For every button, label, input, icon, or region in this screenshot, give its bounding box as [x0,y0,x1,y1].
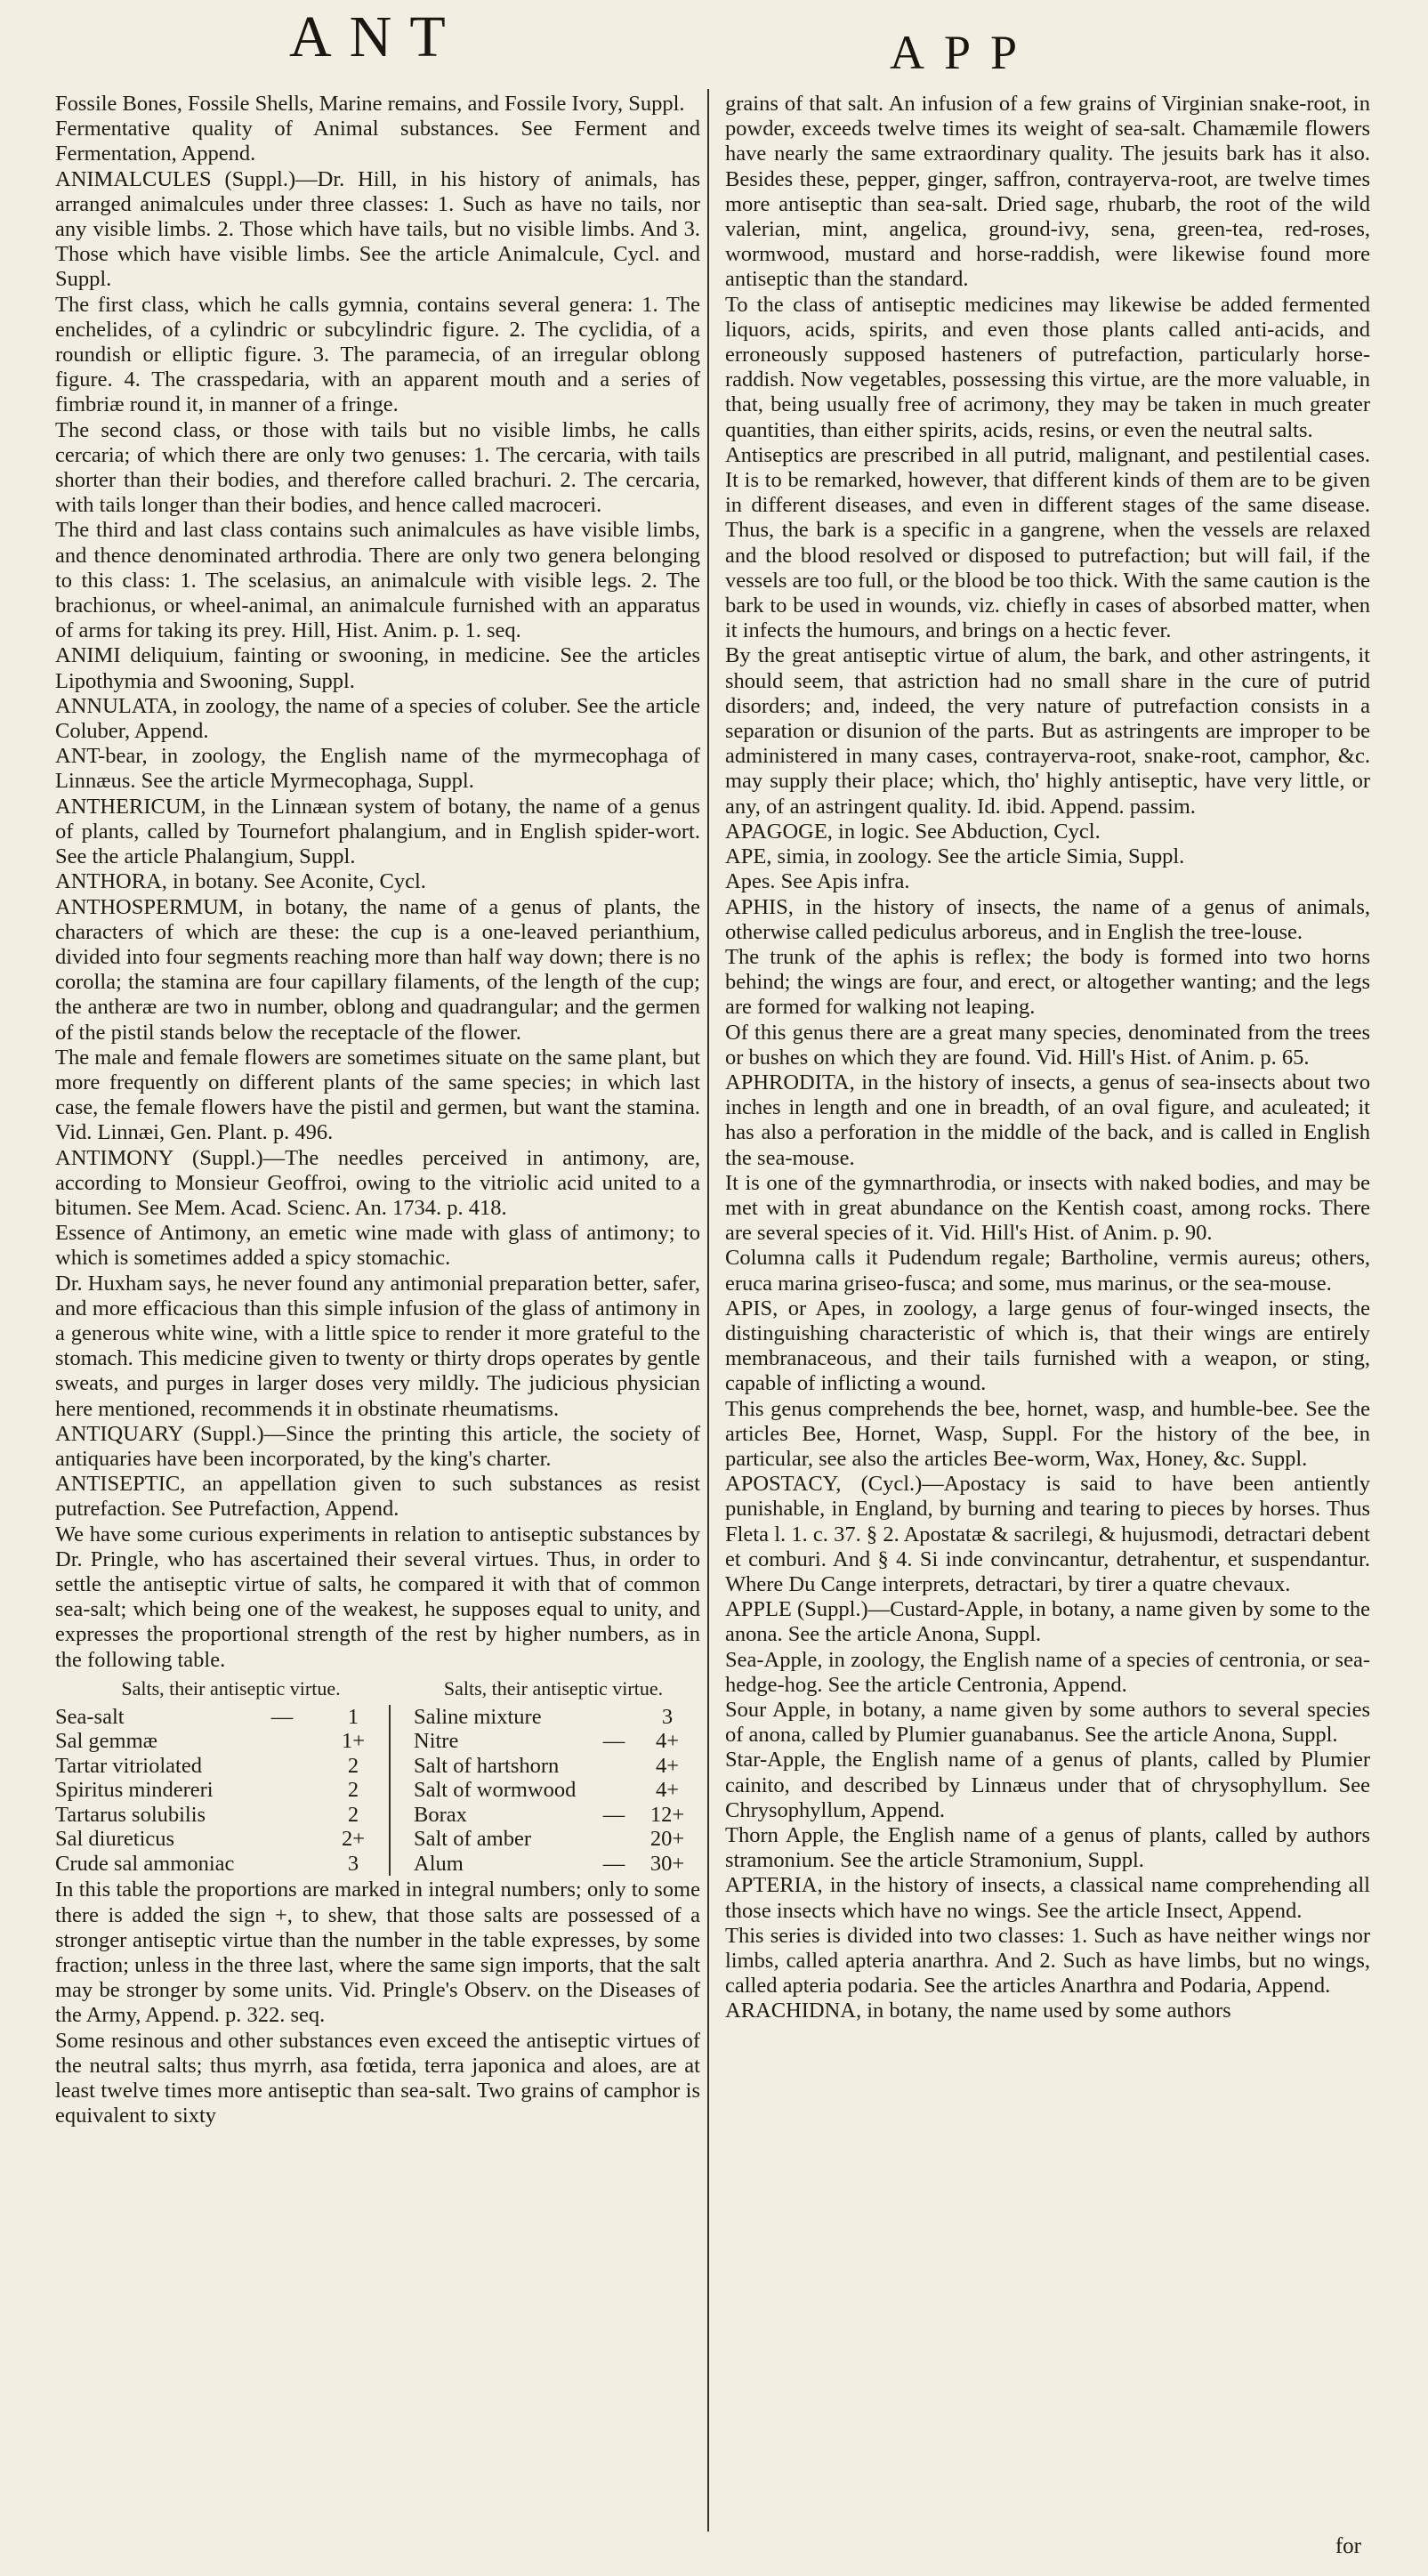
entry-apes: Apes. See Apis infra. [725,869,910,894]
entry-apis-genus: This genus comprehends the bee, hornet, wasp, and humble-bee. See the articles Bee, Hornet, Wasp, Suppl. For the history of the bee, in particular, see also the articles Bee-worm, Wax, Honey, &c. Suppl. [725,1396,1370,1471]
salt-name: Salt of hartshorn [414,1753,560,1778]
salts-table-row [407,1705,700,1730]
entry-thorn-apple: Thorn Apple, the English name of a genus of plants, called by authors stramonium. See the article Stramonium, Suppl. [725,1823,1370,1873]
salt-name: Borax [414,1802,467,1827]
salt-virtue-value: 2+ [318,1827,391,1852]
entry-animalcules-third-class: The third and last class contains such animalcules as have visible limbs, and thence denominated arthrodia. There are only two genera belonging to this class: 1. The scelasius, an animalcule with visible legs. 2. The brachionus, or wheel-animal, an animalcule furnished with an apparatus of arms for taking its prey. Hill, Hist. Anim. p. 1. seq. [55,518,700,643]
salt-virtue-value: 4+ [655,1753,680,1778]
entry-apis: APIS, or Apes, in zoology, a large genus of four-winged insects, the distinguishing characteristic of which is, that their wings are entirely membranaceous, and their tails furnished with a weapon, or sting, capable of inflicting a wound. [725,1296,1370,1396]
entry-antimony: ANTIMONY (Suppl.)—The needles perceived in antimony, are, according to Monsieur Geoffroi, owing to the vitriolic acid united to a bitumen. See Mem. Acad. Scienc. An. 1734. p. 418. [55,1145,700,1220]
salt-virtue-value: 2 [318,1754,391,1779]
salt-name: Sal gemmæ [55,1729,158,1754]
left-column [55,92,700,2128]
entry-alum-astringents: By the great antiseptic virtue of alum, the bark, and other astringents, it should seem, that astriction had no small share in the cure of putrid disorders; and, indeed, the very nature of putrefaction consists in a separation or disunion of the parts. But as astringents are improper to be administered in many cases, contrayerva-root, snake-root, camphor, &c. may supply their place; which, tho' highly antiseptic, have very little, or any, of an astringent quality. Id. ibid. Append. passim. [725,643,1370,819]
salt-dash: — [602,1729,625,1754]
salt-dash [246,1754,318,1779]
entry-resinous-substances: Some resinous and other substances even exceed the antiseptic virtues of the neutral salts; thus myrrh, asa fœtida, terra japonica and aloes, are at least twelve times more antiseptic than sea-salt. Two grains of camphor is equivalent to sixty [55,2028,700,2128]
salt-dash [592,1778,636,1803]
salts-table-caption-right: Salts, their antiseptic virtue. [443,1676,664,1700]
running-head-right: APP [890,26,1037,79]
entry-apple: APPLE (Suppl.)—Custard-Apple, in botany, a name given by some to the anona. See the article Anona, Suppl. [725,1597,1370,1647]
salt-dash [246,1803,318,1828]
entry-annulata: ANNULATA, in zoology, the name of a species of coluber. See the article Coluber, Append. [55,693,700,744]
salt-dash: — [602,1851,625,1876]
entry-snake-root: grains of that salt. An infusion of a few grains of Virginian snake-root, in powder, exceeds twelve times its weight of sea-salt. Chamæmile flowers have nearly the same extraordinary quality. The jesuits bark has it also. Besides these, pepper, ginger, saffron, contrayerva-root, are twelve times more antiseptic than sea-salt. Dried sage, rhubarb, the root of the wild valerian, mint, angelica, ground-ivy, sena, green-tea, red-roses, wormwood, mustard and horse-raddish, were likewise found more antiseptic than the standard. [725,92,1370,292]
salt-dash [246,1827,318,1852]
entry-animalcules-first-class: The first class, which he calls gymnia, contains several genera: 1. The enchelides, of a cylindric or subcylindric figure. 2. The cyclidia, of a roundish or elliptic figure. 3. The paramecia, of an irregular oblong figure. 4. The crasspedaria, with an apparent mouth and a series of fimbriæ round it, in manner of a fringe. [55,292,700,417]
entry-anthospermum-flowers: The male and female flowers are sometimes situate on the same plant, but more frequently on different plants of the same species; in which last case, the female flowers have the pistil and germen, but want the stamina. Vid. Linnæi, Gen. Plant. p. 496. [55,1045,700,1145]
salt-virtue-value: 2 [318,1803,391,1828]
salt-dash [246,1778,318,1803]
salt-dash [592,1705,636,1730]
salt-name: Tartar vitriolated [55,1753,202,1778]
entry-aphis-trunk: The trunk of the aphis is reflex; the body is formed into two horns behind; the wings are four, and erect, or altogether wanting; and the legs are formed for walking not leaping. [725,944,1370,1020]
entry-arachidna: ARACHIDNA, in botany, the name used by some authors [725,1999,1231,2023]
salt-virtue-value: 12+ [649,1802,685,1827]
entry-aphrodita-gymnarthrodia: It is one of the gymnarthrodia, or insects with naked bodies, and may be met with in great abundance on the Kentish coast, among rocks. There are several species of it. Vid. Hill's Hist. of Anim. p. 90. [725,1170,1370,1246]
salt-name: Salt of amber [414,1827,531,1852]
entry-ape: APE, simia, in zoology. See the article Simia, Suppl. [725,844,1185,869]
salts-table [55,1676,700,1877]
entry-antiseptic-experiments: We have some curious experiments in relation to antiseptic substances by Dr. Pringle, who has ascertained their several virtues. Thus, in order to settle the antiseptic virtue of salts, he compared it with that of common sea-salt; which being one of the weakest, he supposes equal to unity, and expresses the proportional strength of the rest by higher numbers, as in the following table. [55,1522,700,1672]
entry-apostacy: APOSTACY, (Cycl.)—Apostacy is said to have been antiently punishable, in England, by burning and tearing to pieces by horses. Thus Fleta l. 1. c. 37. § 2. Apostatæ & sacrilegi, & hujusmodi, detractari debent et comburi. And § 4. Si inde convincantur, detrahentur, et suspendantur. Where Du Cange interprets, detractari, by tirer a quatre chevaux. [725,1472,1370,1596]
salts-table-row [407,1852,700,1877]
entry-star-apple: Star-Apple, the English name of a genus of plants, called by Plumier cainito, and described by Linnæus under that of chrysophyllum. See Chrysophyllum, Append. [725,1748,1370,1822]
entry-aphrodita: APHRODITA, in the history of insects, a genus of sea-insects about two inches in length and one in breadth, of an oval figure, and aculeated; it has also a perforation in the middle of the back, and is called in English the sea-mouse. [725,1070,1370,1170]
salt-name: Nitre [414,1729,459,1754]
salts-table-row [55,1778,407,1803]
entry-animi: ANIMI deliquium, fainting or swooning, in medicine. See the articles Lipothymia and Swooning, Suppl. [55,643,700,693]
salt-name: Sea-salt [55,1704,125,1729]
salt-virtue-value: 1+ [318,1729,391,1754]
salts-table-row [407,1827,700,1852]
salt-dash: — [270,1704,294,1729]
salt-name: Salt of wormwood [414,1778,577,1803]
salts-table-row [407,1778,700,1803]
salt-virtue-value: 20+ [649,1827,685,1852]
salt-dash: — [602,1802,625,1827]
entry-aphis-species: Of this genus there are a great many species, denominated from the trees or bushes on which they are found. Vid. Hill's Hist. of Anim. p. 65. [725,1020,1370,1070]
salt-virtue-value: 4+ [655,1729,680,1754]
entry-animalcules-second-class: The second class, or those with tails but no visible limbs, he calls cercaria; of which there are only two genuses: 1. The cercaria, with tails shorter than their bodies, and therefore called brachuri. 2. The cercaria, with tails longer than their bodies, and hence called macroceri. [55,417,700,518]
salt-virtue-value: 30+ [649,1851,685,1876]
salts-table-row [55,1705,407,1730]
entry-table-explanation: In this table the proportions are marked in integral numbers; only to some there is added the sign +, to shew, that those salts are possessed of a stronger antiseptic virtue than the number in the table expresses, by some fraction; unless in the three last, where the same sign imports, that the salt may be stronger by some units. Vid. Pringle's Observ. on the Diseases of the Army, Append. p. 322. seq. [55,1877,700,2028]
entry-animalcules: ANIMALCULES (Suppl.)—Dr. Hill, in his history of animals, has arranged animalcules under three classes: 1. Such as have no tails, nor any visible limbs. 2. Those which have tails, but no visible limbs. And 3. Those which have visible limbs. See the article Animalcule, Cycl. and Suppl. [55,166,700,292]
right-column [725,92,1370,2024]
entry-anthora: ANTHORA, in botany. See Aconite, Cycl. [55,869,426,894]
salts-table-caption-left: Salts, their antiseptic virtue. [121,1676,341,1700]
entry-ant-bear: ANT-bear, in zoology, the English name of the myrmecophaga of Linnæus. See the article Myrmecophaga, Suppl. [55,744,700,794]
entry-columna: Columna calls it Pudendum regale; Bartholine, vermis aureus; others, eruca marina griseo-fusca; and some, mus marinus, or the sea-mouse. [725,1246,1370,1296]
entry-anthospermum: ANTHOSPERMUM, in botany, the name of a genus of plants, the characters of which are these: the cup is a one-leaved perianthium, divided into four segments reaching more than half way down; there is no corolla; the stamina are four capillary filaments, of the length of the cup; the antheræ are two in number, oblong and quadrangular; and the germen of the pistil stands below the receptacle of the flower. [55,894,700,1045]
entry-apteria: APTERIA, in the history of insects, a classical name comprehending all those insects which have no wings. See the article Insect, Append. [725,1873,1370,1923]
salt-name: Crude sal ammoniac [55,1851,235,1876]
entry-anthericum: ANTHERICUM, in the Linnæan system of botany, the name of a genus of plants, called by Tournefort phalangium, and in English spider-wort. See the article Phalangium, Suppl. [55,794,700,869]
entry-sea-apple: Sea-Apple, in zoology, the English name of a species of centronia, or sea-hedge-hog. See the article Centronia, Append. [725,1647,1370,1697]
salt-virtue-value: 3 [661,1704,674,1729]
salts-table-left [55,1676,407,1877]
salts-table-row [55,1729,407,1754]
salt-virtue-value: 3 [318,1852,391,1877]
entry-fossile: Fossile Bones, Fossile Shells, Marine remains, and Fossile Ivory, Suppl. [55,92,685,116]
entry-antiseptic: ANTISEPTIC, an appellation given to such substances as resist putrefaction. See Putrefaction, Append. [55,1472,700,1522]
salt-name: Alum [414,1851,464,1876]
entry-apagoge: APAGOGE, in logic. See Abduction, Cycl. [725,819,1101,844]
catchword: for [1335,2534,1361,2558]
entry-sour-apple: Sour Apple, in botany, a name given by some authors to several species of anona, called by Plumier guanabanus. See the article Anona, Suppl. [725,1698,1370,1748]
salt-name: Sal diureticus [55,1827,175,1852]
entry-essence-of-antimony: Essence of Antimony, an emetic wine made with glass of antimony; to which is sometimes added a spicy stomachic. [55,1221,700,1271]
salt-virtue-value: 2 [318,1778,391,1803]
column-divider [707,89,709,2532]
salts-table-row [407,1729,700,1754]
salt-virtue-value: 1 [318,1705,391,1730]
salt-name: Tartarus solubilis [55,1802,206,1827]
salts-table-row [407,1803,700,1828]
salt-dash [592,1827,636,1852]
salts-table-row [407,1754,700,1779]
entry-apteria-series: This series is divided into two classes: 1. Such as have neither wings nor limbs, called apteria anarthra. And 2. Such as have limbs, but no wings, called apteria podaria. See the articles Anarthra and Podaria, Append. [725,1923,1370,1999]
salts-table-right [407,1676,700,1877]
salts-table-row [55,1803,407,1828]
salt-dash [246,1852,318,1877]
salt-name: Spiritus mindereri [55,1778,214,1803]
running-head-left: ANT [289,4,464,69]
entry-antiseptic-medicines: To the class of antiseptic medicines may likewise be added fermented liquors, acids, spirits, and even those plants called anti-acids, and erroneously supposed hasteners of putrefaction, particularly horse-raddish. Now vegetables, possessing this virtue, are the more valuable, in that, being usually free of acrimony, they may be taken in much greater quantities, than either spirits, acids, resins, or even the neutral salts. [725,292,1370,442]
salt-virtue-value: 4+ [655,1778,680,1803]
salts-table-row [55,1754,407,1779]
entry-antiquary: ANTIQUARY (Suppl.)—Since the printing this article, the society of antiquaries have been incorporated, by the king's charter. [55,1421,700,1471]
salts-table-row [55,1827,407,1852]
entry-fermentative: Fermentative quality of Animal substances. See Ferment and Fermentation, Append. [55,117,700,166]
salts-table-row [55,1852,407,1877]
salt-dash [246,1729,318,1754]
salt-dash [592,1754,636,1779]
salt-name: Saline mixture [414,1704,542,1729]
entry-antiseptics-prescribed: Antiseptics are prescribed in all putrid, malignant, and pestilential cases. It is to be remarked, however, that different kinds of them are to be given in different diseases, and even in different stages of the same disease. Thus, the bark is a specific in a gangrene, when the vessels are relaxed and the blood resolved or disposed to putrefaction; but will fail, if the vessels are too full, or the blood be too thick. With the same caution is the bark to be used in wounds, viz. chiefly in cases of absorbed matter, when it infects the humours, and brings on a hectic fever. [725,442,1370,643]
entry-aphis: APHIS, in the history of insects, the name of a genus of animals, otherwise called pediculus arboreus, and in English the tree-louse. [725,894,1370,944]
entry-huxham: Dr. Huxham says, he never found any antimonial preparation better, safer, and more efficacious than this simple infusion of the glass of antimony in a generous white wine, with a little spice to render it more grateful to the stomach. This medicine given to twenty or thirty drops operates by gentle sweats, and purges in larger doses very mildly. The judicious physician here mentioned, recommends it in obstinate rheumatisms. [55,1271,700,1421]
